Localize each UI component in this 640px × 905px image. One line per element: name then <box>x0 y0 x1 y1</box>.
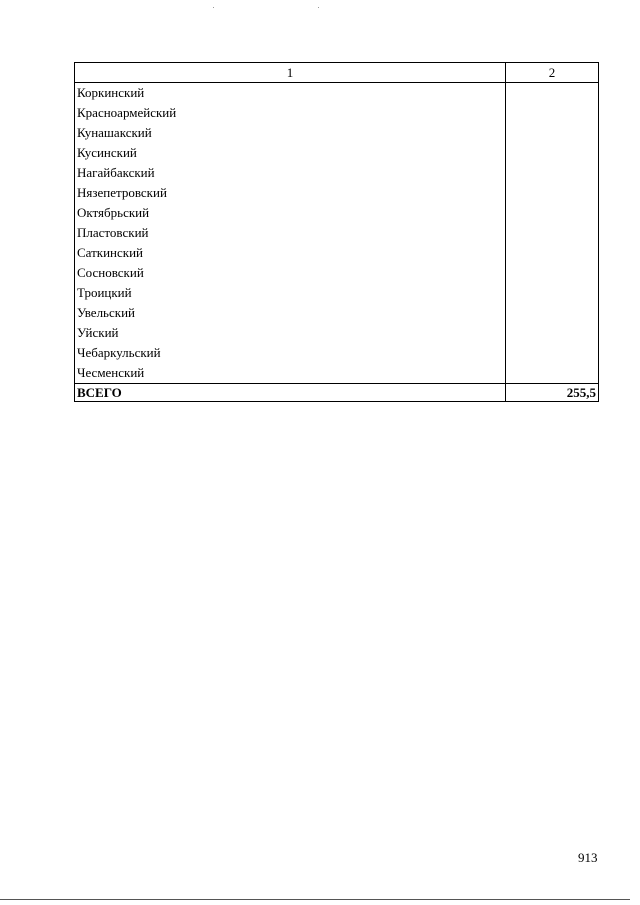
page-number: 913 <box>578 850 598 865</box>
table-header-row <box>75 63 599 83</box>
column-header-1: 1 <box>75 63 506 83</box>
table-row <box>75 163 599 183</box>
district-value <box>506 163 599 183</box>
district-name: Нязепетровский <box>75 183 506 203</box>
district-name: Пластовский <box>75 223 506 243</box>
column-header-2: 2 <box>506 63 599 83</box>
total-value: 255,5 <box>506 384 599 402</box>
total-row <box>75 384 599 402</box>
district-name: Красноармейский <box>75 103 506 123</box>
total-label: ВСЕГО <box>75 384 506 402</box>
scan-speck <box>213 7 214 8</box>
district-name: Увельский <box>75 303 506 323</box>
district-value <box>506 263 599 283</box>
district-name: Коркинский <box>75 83 506 104</box>
district-name: Октябрьский <box>75 203 506 223</box>
scan-speck <box>318 7 319 8</box>
district-value <box>506 363 599 384</box>
district-value <box>506 83 599 104</box>
table-row <box>75 103 599 123</box>
district-name: Уйский <box>75 323 506 343</box>
district-name: Нагайбакский <box>75 163 506 183</box>
table-row <box>75 363 599 384</box>
district-value <box>506 243 599 263</box>
table-row <box>75 143 599 163</box>
table-row <box>75 83 599 104</box>
district-value <box>506 143 599 163</box>
district-value <box>506 343 599 363</box>
table-row <box>75 323 599 343</box>
district-name: Чесменский <box>75 363 506 384</box>
district-name: Кусинский <box>75 143 506 163</box>
district-value <box>506 103 599 123</box>
district-name: Саткинский <box>75 243 506 263</box>
table-row <box>75 263 599 283</box>
district-value <box>506 303 599 323</box>
table-row <box>75 123 599 143</box>
district-name: Сосновский <box>75 263 506 283</box>
districts-table <box>74 62 599 402</box>
district-name: Чебаркульский <box>75 343 506 363</box>
table-row <box>75 343 599 363</box>
table-row <box>75 243 599 263</box>
table-row <box>75 183 599 203</box>
table-row <box>75 203 599 223</box>
district-name: Троицкий <box>75 283 506 303</box>
district-value <box>506 123 599 143</box>
district-value <box>506 323 599 343</box>
table-row <box>75 283 599 303</box>
district-value <box>506 203 599 223</box>
table-row <box>75 223 599 243</box>
table-row <box>75 303 599 323</box>
scan-bottom-edge <box>0 899 630 900</box>
district-value <box>506 223 599 243</box>
district-name: Кунашакский <box>75 123 506 143</box>
district-value <box>506 283 599 303</box>
district-value <box>506 183 599 203</box>
